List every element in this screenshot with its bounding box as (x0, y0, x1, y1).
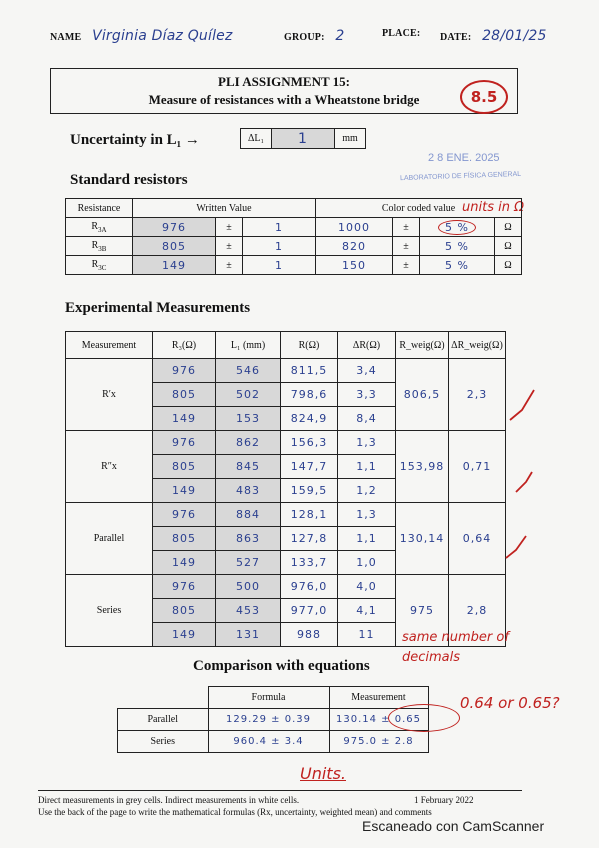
assignment-title: PLI ASSIGNMENT 15: (218, 74, 350, 89)
measurement-label: R″x (66, 431, 153, 503)
r-cell: 811,5 (281, 359, 338, 383)
measurement-value: 975.0 ± 2.8 (329, 731, 428, 753)
measurement-label: Series (66, 575, 153, 647)
l1-cell: 546 (216, 359, 281, 383)
stamp-date: 2 8 ENE. 2025 (428, 152, 500, 164)
r3-cell: 976 (153, 575, 216, 599)
r3-cell: 149 (153, 623, 216, 647)
date-field (440, 28, 547, 44)
check-icon (506, 536, 526, 558)
uncertainty-heading (70, 132, 200, 149)
uncertainty-symbol: ΔL₁ (241, 129, 272, 149)
r-cell: 976,0 (281, 575, 338, 599)
name-field (50, 28, 233, 44)
resistor-name: $R_{3A}$ (66, 218, 133, 237)
l1-cell: 453 (216, 599, 281, 623)
color-value: 150 (316, 256, 393, 275)
empty-corner (118, 687, 209, 709)
r-cell: 133,7 (281, 551, 338, 575)
r-cell: 977,0 (281, 599, 338, 623)
l1-cell: 862 (216, 431, 281, 455)
written-unc: 1 (243, 237, 316, 256)
unit-cell: Ω (495, 237, 522, 256)
written-unc: 1 (243, 218, 316, 237)
l1-cell: 131 (216, 623, 281, 647)
col-rweig: R_weig(Ω) (396, 332, 449, 359)
title-box (50, 68, 518, 114)
color-unc: 5 % (420, 237, 495, 256)
pm-sign: ± (216, 237, 243, 256)
table-row (66, 218, 522, 237)
assignment-subtitle: Measure of resistances with a Wheatstone bridge (148, 92, 420, 107)
col-written: Written Value (133, 199, 316, 218)
units-note: units in Ω (462, 200, 525, 215)
r3-cell: 805 (153, 599, 216, 623)
dr-cell: 4,1 (338, 599, 396, 623)
date-label: DATE: (440, 32, 472, 43)
dr-cell: 1,3 (338, 431, 396, 455)
name-value: Virginia Díaz Quílez (92, 28, 233, 44)
standard-heading-wrap (70, 172, 188, 189)
comparison-table (117, 686, 429, 753)
pm-sign: ± (216, 218, 243, 237)
scanner-watermark: Escaneado con CamScanner (362, 818, 545, 834)
col-formula: Formula (208, 687, 329, 709)
measurement-label: Parallel (66, 503, 153, 575)
rweig-cell: 130,14 (396, 503, 449, 575)
dr-cell: 3,4 (338, 359, 396, 383)
measurement-circle (388, 704, 460, 732)
decimals-note: same number of decimals (402, 630, 509, 665)
uncertainty-label: Uncertainty in L₁ → (70, 132, 200, 148)
drweig-cell: 2,8 (449, 575, 506, 647)
pm-sign: ± (393, 218, 420, 237)
dr-cell: 1,1 (338, 527, 396, 551)
col-color: Color coded value (316, 199, 522, 218)
l1-cell: 884 (216, 503, 281, 527)
l1-cell: 483 (216, 479, 281, 503)
r3-cell: 805 (153, 455, 216, 479)
comparison-heading: Comparison with equations (193, 658, 370, 674)
col-resistance: Resistance (66, 199, 133, 218)
r-cell: 156,3 (281, 431, 338, 455)
check-icon (516, 472, 532, 492)
uncertainty-table (240, 128, 366, 149)
check-icon (510, 390, 534, 420)
color-unc: 5 % (420, 218, 495, 237)
drweig-cell: 0,71 (449, 431, 506, 503)
r3-cell: 976 (153, 503, 216, 527)
row-label: Series (118, 731, 209, 753)
pm-sign: ± (393, 237, 420, 256)
r3-cell: 805 (153, 527, 216, 551)
col-r: R(Ω) (281, 332, 338, 359)
color-value: 1000 (316, 218, 393, 237)
table-row (66, 503, 506, 527)
experimental-heading: Experimental Measurements (65, 300, 251, 316)
footer-line2: Use the back of the page to write the mathematical formulas (Rx, uncertainty, weighted mean) and comments (38, 807, 432, 817)
col-measurement: Measurement (66, 332, 153, 359)
standard-table (65, 198, 525, 275)
footer-date: 1 February 2022 (414, 795, 474, 805)
l1-cell: 500 (216, 575, 281, 599)
grade-value: 8.5 (470, 88, 498, 106)
written-value: 149 (133, 256, 216, 275)
dr-cell: 3,3 (338, 383, 396, 407)
l1-cell: 845 (216, 455, 281, 479)
r-cell: 127,8 (281, 527, 338, 551)
pm-sign: ± (216, 256, 243, 275)
footer-line1: Direct measurements in grey cells. Indirect measurements in white cells. (38, 795, 300, 805)
dr-cell: 1,2 (338, 479, 396, 503)
l1-cell: 502 (216, 383, 281, 407)
unit-cell: Ω (495, 218, 522, 237)
col-l1: L₁ (mm) (216, 332, 281, 359)
formula-value: 960.4 ± 3.4 (208, 731, 329, 753)
group-field (284, 28, 344, 44)
l1-cell: 153 (216, 407, 281, 431)
name-label: NAME (50, 32, 82, 43)
resistor-name: $R_{3C}$ (66, 256, 133, 275)
measurement-value: 130.14 ± 0.65 (329, 709, 428, 731)
r-cell: 988 (281, 623, 338, 647)
dr-cell: 4,0 (338, 575, 396, 599)
standard-heading: Standard resistors (70, 172, 188, 188)
table-row (118, 731, 429, 753)
written-value: 976 (133, 218, 216, 237)
r3-cell: 976 (153, 431, 216, 455)
color-value: 820 (316, 237, 393, 256)
dr-cell: 1,1 (338, 455, 396, 479)
dr-cell: 11 (338, 623, 396, 647)
table-row (118, 709, 429, 731)
table-row (66, 575, 506, 599)
formula-value: 129.29 ± 0.39 (208, 709, 329, 731)
row-label: Parallel (118, 709, 209, 731)
r-cell: 159,5 (281, 479, 338, 503)
col-measurement-cmp: Measurement (329, 687, 428, 709)
stamp-lab: LABORATORIO DE FÍSICA GENERAL (399, 170, 522, 183)
footer-rule (38, 790, 522, 791)
color-unc: 5 % (420, 256, 495, 275)
check-marks (470, 380, 540, 580)
table-row (66, 431, 506, 455)
written-value: 805 (133, 237, 216, 256)
measurement-label: R′x (66, 359, 153, 431)
rweig-cell: 975 (396, 575, 449, 647)
experimental-heading-wrap (65, 300, 250, 317)
dr-cell: 1,0 (338, 551, 396, 575)
r-cell: 798,6 (281, 383, 338, 407)
r-cell: 128,1 (281, 503, 338, 527)
r-cell: 147,7 (281, 455, 338, 479)
col-r3: R₃(Ω) (153, 332, 216, 359)
rounding-note: 0.64 or 0.65? (460, 694, 560, 712)
comparison-heading-wrap (193, 658, 370, 675)
r3-cell: 805 (153, 383, 216, 407)
col-drweig: ΔR_weig(Ω) (449, 332, 506, 359)
table-row (66, 256, 522, 275)
group-value: 2 (335, 28, 345, 44)
drweig-cell: 2,3 (449, 359, 506, 431)
pm-sign: ± (393, 256, 420, 275)
units-remark: Units. (300, 764, 346, 783)
experimental-table (65, 331, 506, 647)
uncertainty-value: 1 (272, 129, 335, 149)
group-label: GROUP: (284, 32, 325, 43)
rweig-cell: 806,5 (396, 359, 449, 431)
l1-cell: 863 (216, 527, 281, 551)
table-row (66, 359, 506, 383)
table-row (66, 237, 522, 256)
resistor-name: $R_{3B}$ (66, 237, 133, 256)
r3-cell: 149 (153, 407, 216, 431)
r3-cell: 149 (153, 551, 216, 575)
dr-cell: 1,3 (338, 503, 396, 527)
l1-cell: 527 (216, 551, 281, 575)
r3-cell: 976 (153, 359, 216, 383)
unit-cell: Ω (495, 256, 522, 275)
r3-cell: 149 (153, 479, 216, 503)
experimental-header-row (66, 332, 506, 359)
r-cell: 824,9 (281, 407, 338, 431)
dr-cell: 8,4 (338, 407, 396, 431)
place-label: PLACE: (382, 28, 421, 39)
written-unc: 1 (243, 256, 316, 275)
drweig-cell: 0,64 (449, 503, 506, 575)
rweig-cell: 153,98 (396, 431, 449, 503)
grade-circle (460, 80, 508, 114)
col-dr: ΔR(Ω) (338, 332, 396, 359)
date-value: 28/01/25 (482, 28, 547, 44)
uncertainty-unit: mm (335, 129, 366, 149)
